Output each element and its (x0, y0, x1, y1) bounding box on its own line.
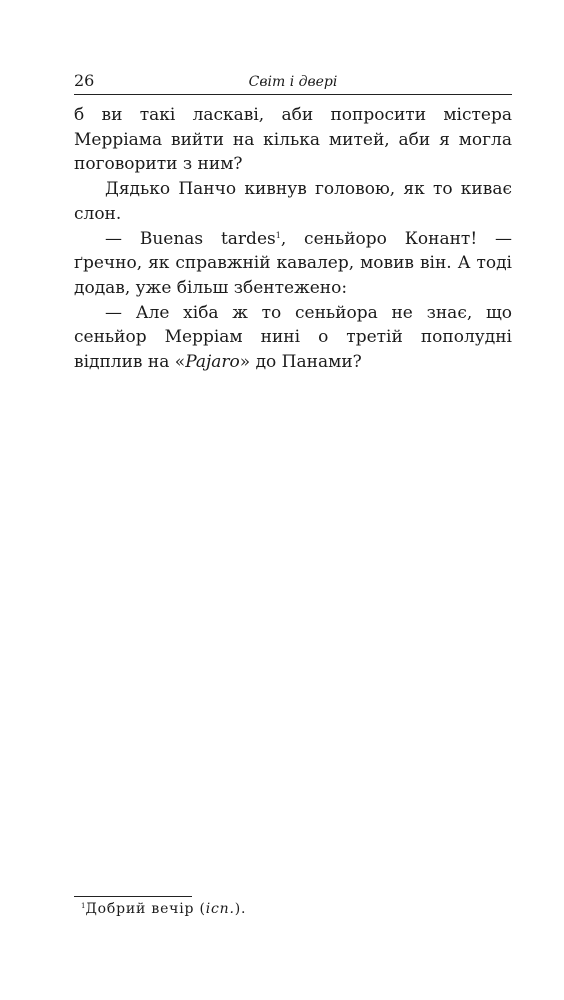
paragraph-greeting: — Buenas tardes$^1$, сеньйоро Конант! — ґречно, як справжній кавалер, мовив він. А тоді додав, уже більш збентежено: (74, 228, 512, 298)
footnote: $^1$Добрий вечір (ісп.). (81, 901, 247, 917)
running-header (74, 72, 512, 95)
running-title: Світ і двері (248, 74, 338, 90)
footnote-mark: 1 (81, 902, 86, 910)
ship-name: Pajaro (185, 352, 240, 373)
paragraph-uncle-pancho: Дядько Панчо кивнув головою, як то киває слон. (74, 179, 512, 224)
paragraph-continuation: б ви такі ласкаві, аби попросити містера Мерріама вийти на кілька митей, аби я могла поговорити з ним? (74, 105, 512, 175)
paragraph-question: — Але хіба ж то сеньйора не знає, що сеньйор Мерріам нині о третій пополудні відплив на «Pajaro» до Панами? (74, 302, 512, 373)
page-number: 26 (74, 71, 95, 90)
body-text (74, 103, 512, 375)
footnote-divider (74, 896, 192, 897)
footnote-reference: 1 (275, 230, 281, 240)
